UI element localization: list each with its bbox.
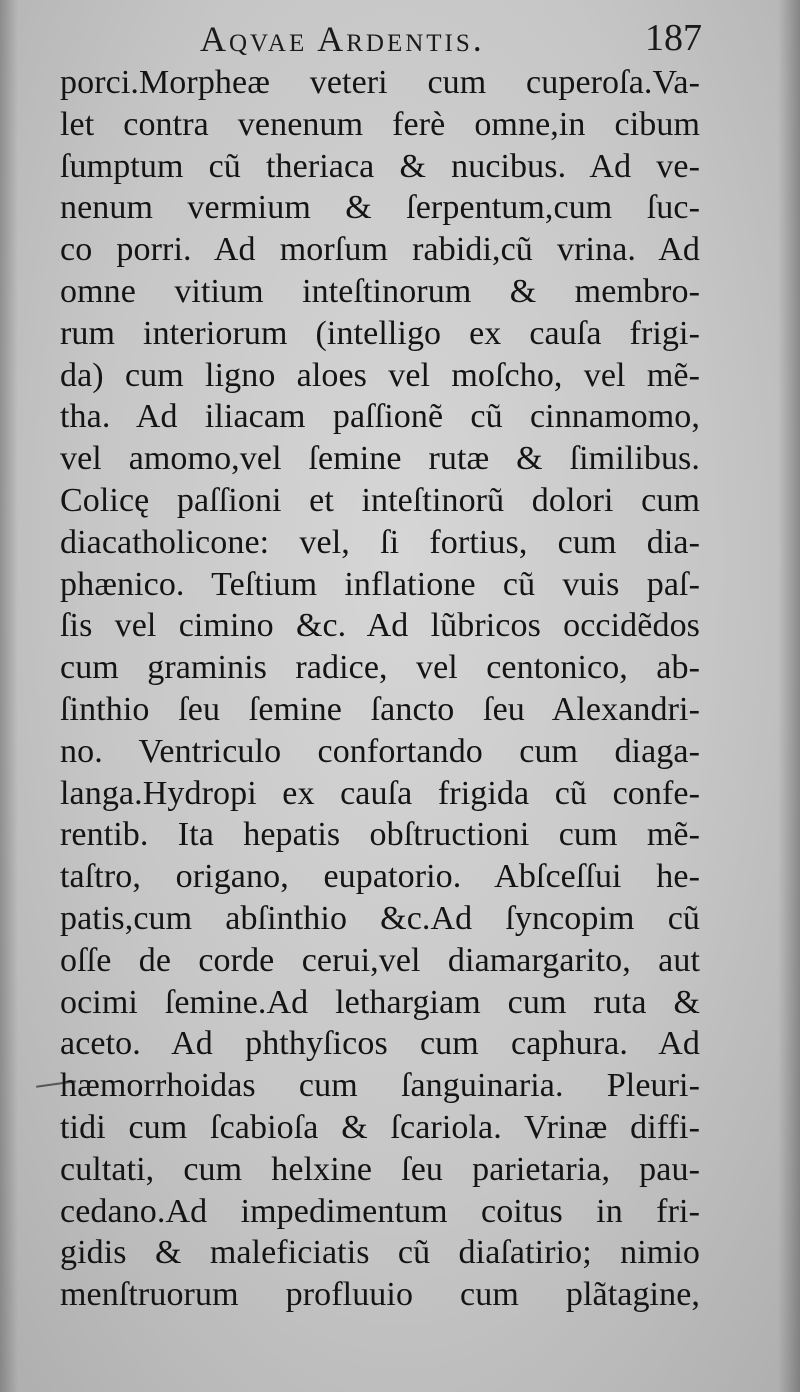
- text-line: diacatholicone: vel, ſi fortius, cum dia-: [60, 523, 700, 561]
- body-text: [60, 62, 700, 1316]
- text-line: menſtruorum profluuio cum plãtagine,: [60, 1276, 700, 1314]
- text-line: langa.Hydropi ex cauſa frigida cũ confe-: [60, 774, 700, 812]
- text-line: vel amomo,vel ſemine rutæ & ſimilibus.: [60, 440, 700, 478]
- text-line: Colicę paſſioni et inteſtinorũ dolori cum: [60, 481, 700, 519]
- text-line: nenum vermium & ſerpentum,cum ſuc-: [60, 189, 700, 227]
- page-number: 187: [645, 17, 702, 59]
- text-line: ſumptum cũ theriaca & nucibus. Ad ve-: [60, 147, 700, 185]
- text-line: ocimi ſemine.Ad lethargiam cum ruta &: [60, 983, 700, 1021]
- text-line: hæmorrhoidas cum ſanguinaria. Pleuri-: [60, 1067, 700, 1105]
- running-head: [60, 14, 700, 64]
- text-line: ſis vel cimino &c. Ad lũbricos occidẽdos: [60, 607, 700, 645]
- text-line: cum graminis radice, vel centonico, ab-: [60, 649, 700, 687]
- text-line: cultati, cum helxine ſeu parietaria, pau-: [60, 1150, 700, 1188]
- text-line: let contra venenum ferè omne,in cibum: [60, 105, 700, 143]
- text-line: gidis & maleficiatis cũ diaſatirio; nimio: [60, 1234, 700, 1272]
- text-line: tidi cum ſcabioſa & ſcariola. Vrinæ diffi-: [60, 1108, 700, 1146]
- text-line: taſtro, origano, eupatorio. Abſceſſui he-: [60, 858, 700, 896]
- text-line: phænico. Teſtium inflatione cũ vuis paſ-: [60, 565, 700, 603]
- text-line: no. Ventriculo confortando cum diaga-: [60, 732, 700, 770]
- text-line: da) cum ligno aloes vel moſcho, vel mẽ-: [60, 356, 700, 394]
- text-line: oſſe de corde cerui,vel diamargarito, aut: [60, 941, 700, 979]
- text-line: porci.Morpheæ veteri cum cuperoſa.Va-: [60, 64, 700, 101]
- text-line: cedano.Ad impedimentum coitus in fri-: [60, 1192, 700, 1230]
- text-line: tha. Ad iliacam paſſionẽ cũ cinnamomo,: [60, 398, 700, 436]
- text-line: ſinthio ſeu ſemine ſancto ſeu Alexandri-: [60, 690, 700, 728]
- text-line: co porri. Ad morſum rabidi,cũ vrina. Ad: [60, 231, 700, 269]
- text-line: rum interiorum (intelligo ex cauſa frigi-: [60, 314, 700, 352]
- text-line: omne vitium inteſtinorum & membro-: [60, 272, 700, 310]
- text-line: patis,cum abſinthio &c.Ad ſyncopim cũ: [60, 899, 700, 937]
- text-line: rentib. Ita hepatis obſtructioni cum mẽ-: [60, 816, 700, 854]
- running-title: Aqvae Ardentis.: [200, 19, 485, 59]
- text-line: aceto. Ad phthyſicos cum caphura. Ad: [60, 1025, 700, 1063]
